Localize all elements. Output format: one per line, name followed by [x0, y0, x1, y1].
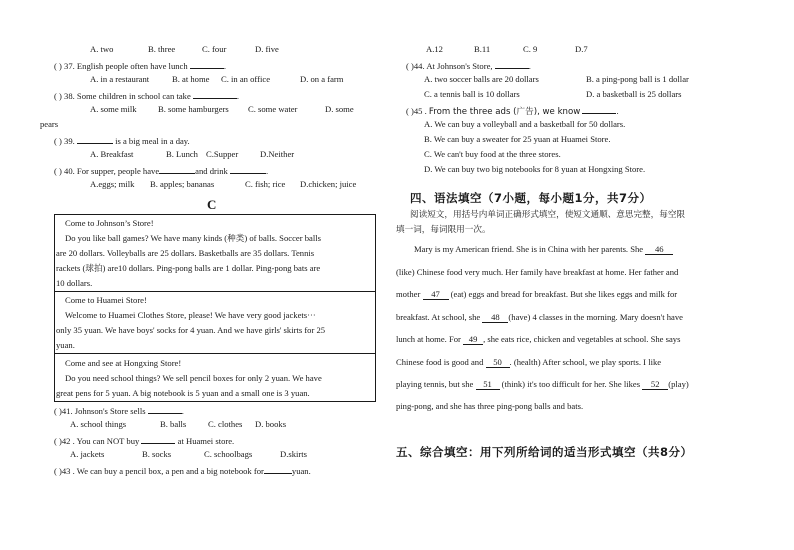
q39-option-d: D.Neither [260, 149, 295, 159]
blank-51[interactable]: 51 [476, 379, 500, 390]
ad-hongxing-line-3: great pens for 5 yuan. A big notebook is 5 yuan and a small one is 3 yuan. [56, 388, 310, 398]
q45-option-b: B. We can buy a sweater for 25 yuan at Huamei Store. [424, 134, 611, 144]
passage-line-6 [396, 356, 661, 368]
q40-option-a: A.eggs; milk [90, 179, 135, 189]
q37-option-b: B. at home [172, 74, 210, 84]
q45-option-d: D. We can buy two big notebooks for 8 yuan at Hongxing Store. [424, 164, 646, 174]
q43-text: We can buy a pencil box, a pen and a big notebook for [76, 466, 264, 476]
ad-huamei-line-2: Welcome to Huamei Clothes Store, please! We have very good jackets··· [65, 310, 316, 320]
q44-option-d: D. a basketball is 25 dollars [586, 89, 682, 99]
q42-option-b: B. socks [142, 449, 172, 459]
section-5-title: 五、综合填空：用下列所给词的适当形式填空（共8分） [396, 445, 693, 459]
q36-option-c: C. four [202, 44, 227, 54]
q43-blank[interactable] [264, 464, 292, 474]
q39-text: is a big meal in a day. [115, 136, 190, 146]
q45-option-c: C. We can't buy food at the three stores. [424, 149, 561, 159]
q36-option-d: D. five [255, 44, 279, 54]
question-45 [406, 104, 619, 118]
ad-box-johnson [54, 214, 376, 292]
passage-line-5 [396, 333, 680, 345]
q41-end: . [181, 406, 184, 416]
q39-option-b: B. Lunch [166, 149, 198, 159]
q39-option-a: A. Breakfast [90, 149, 134, 159]
ad-hongxing-line-2: Do you need school things? We sell pencil boxes for only 2 yuan. We have [65, 373, 322, 383]
q43-option-a: A.12 [426, 44, 443, 54]
q43-end: yuan. [291, 466, 311, 476]
passage-l7-text-a: playing tennis, but she [396, 379, 474, 389]
q38-text: Some children in school can take [76, 91, 191, 101]
q45-number: ( )45 . [406, 106, 427, 116]
q43-option-d: D.7 [575, 44, 588, 54]
blank-49[interactable]: 49 [463, 334, 483, 345]
q37-option-c: C. in an office [221, 74, 271, 84]
question-38 [54, 89, 239, 102]
q39-number: ( ) 39. [54, 136, 75, 146]
q41-option-a: A. school things [70, 419, 127, 429]
blank-48[interactable]: 48 [482, 312, 508, 323]
q38-number: ( ) 38. [54, 91, 75, 101]
passage-line-8: ping-pong, and she has three ping-pong balls and bats. [396, 401, 584, 411]
passage-l6-text-a: Chinese food is good and [396, 357, 484, 367]
q38-option-c: C. some water [248, 104, 298, 114]
q41-blank[interactable] [148, 404, 182, 414]
q44-option-b: B. a ping-pong ball is 1 dollar [586, 74, 689, 84]
passage-line-2: (like) Chinese food very much. Her family have breakfast at home. Her father and [396, 267, 679, 277]
question-37 [54, 59, 226, 72]
q36-option-b: B. three [148, 44, 176, 54]
ad-johnson-line-5: 10 dollars. [56, 278, 93, 288]
q36-option-a: A. two [90, 44, 114, 54]
blank-47[interactable]: 47 [423, 289, 449, 300]
q44-option-c: C. a tennis ball is 10 dollars [424, 89, 520, 99]
ad-huamei-line-1: Come to Huamei Store! [65, 295, 147, 305]
passage-l3-text-a: mother [396, 289, 421, 299]
ad-johnson-line-1: Come to Johnson’s Store! [65, 218, 154, 228]
q37-option-d: D. on a farm [300, 74, 344, 84]
passage-l7-text-c: (play) [668, 379, 689, 389]
q37-end: . [223, 61, 226, 71]
q42-option-a: A. jackets [70, 449, 105, 459]
question-41 [54, 404, 184, 417]
q40-option-c: C. fish; rice [245, 179, 286, 189]
blank-52[interactable]: 52 [642, 379, 668, 390]
q44-number: ( )44. [406, 61, 425, 71]
q42-number: ( )42 . [54, 436, 75, 446]
q42-blank[interactable] [141, 434, 175, 444]
q38-option-a: A. some milk [90, 104, 137, 114]
blank-50[interactable]: 50 [486, 357, 510, 368]
section-4-instructions-2: 填一词，每词限用一次。 [396, 225, 491, 235]
q37-number: ( ) 37. [54, 61, 75, 71]
passage-l5-text-b: , she eats rice, chicken and vegetables at school. She says [483, 334, 681, 344]
passage-l3-text-b: (eat) eggs and bread for breakfast. But she likes eggs and milk for [450, 289, 678, 299]
q43-option-b: B.11 [474, 44, 491, 54]
q39-blank[interactable] [77, 134, 113, 144]
blank-46[interactable]: 46 [645, 244, 673, 255]
question-40 [54, 164, 268, 177]
ad-huamei-line-4: yuan. [56, 340, 75, 350]
q41-option-b: B. balls [160, 419, 187, 429]
q42-option-d: D.skirts [280, 449, 307, 459]
q41-text: Johnson's Store sells [74, 406, 146, 416]
q40-number: ( ) 40. [54, 166, 75, 176]
passage-line-1 [414, 243, 673, 255]
q42-option-c: C. schoolbags [204, 449, 253, 459]
passage-l5-text-a: lunch at home. For [396, 334, 461, 344]
q45-text: From the three ads (广告), we know [428, 107, 581, 117]
q43-number: ( )43 . [54, 466, 75, 476]
section-4-title: 四、语法填空（7小题，每小题1分，共7分） [410, 191, 652, 205]
passage-l1-text: Mary is my American friend. She is in China with her parents. She [414, 244, 644, 254]
passage-l6-text-b: . (health) After school, we play sports. I like [509, 357, 662, 367]
ad-box-huamei [54, 292, 376, 354]
q38-option-d-wrap: pears [40, 119, 59, 129]
q40-text-a: For supper, people have [76, 166, 160, 176]
q42-text-b: at Huamei store. [177, 436, 235, 446]
section-4-instructions-1: 阅读短文，用括号内单词正确形式填空，使短文通顺、意思完整，每空限 [410, 210, 686, 220]
reading-section-letter: C [207, 197, 217, 212]
q45-blank[interactable] [582, 104, 619, 116]
q40-option-b: B. apples; bananas [150, 179, 215, 189]
q37-blank[interactable] [190, 59, 224, 69]
q39-option-c: C.Supper [206, 149, 239, 159]
q42-text-a: You can NOT buy [76, 436, 140, 446]
ad-hongxing-line-1: Come and see at Hongxing Store! [65, 358, 182, 368]
q40-end: . [266, 166, 269, 176]
q41-option-c: C. clothes [208, 419, 243, 429]
ad-johnson-line-4: rackets (球拍) are10 dollars. Ping-pong balls are 1 dollar. Ping-pong bats are [56, 263, 321, 273]
q40-blank-2[interactable] [230, 164, 269, 176]
q44-end: . [528, 61, 531, 71]
ad-johnson-line-2: Do you like ball games? We have many kinds (种类) of balls. Soccer balls [65, 233, 321, 243]
q37-option-a: A. in a restaurant [90, 74, 150, 84]
q45-end: . [616, 106, 619, 116]
question-39 [54, 134, 190, 147]
q38-end: . [236, 91, 240, 101]
ad-johnson-line-3: are 20 dollars. Volleyballs are 25 dollars. Basketballs are 35 dollars. Tennis [56, 248, 315, 258]
q44-blank[interactable] [495, 59, 529, 69]
q44-option-a: A. two soccer balls are 20 dollars [424, 74, 539, 84]
passage-l4-text-a: breakfast. At school, she [396, 312, 481, 322]
q44-text: At Johnson's Store, [426, 61, 493, 71]
ad-box-hongxing [54, 354, 376, 402]
q38-option-b: B. some hamburgers [158, 104, 229, 114]
passage-line-4 [396, 311, 683, 323]
question-43 [54, 464, 311, 477]
q45-option-a: A. We can buy a volleyball and a basketball for 50 dollars. [424, 119, 626, 129]
q38-option-d: D. some [325, 104, 354, 114]
passage-line-3 [396, 288, 677, 300]
q37-text: English people often have lunch [76, 61, 188, 71]
passage-l4-text-b: (have) 4 classes in the morning. Mary doesn't have [508, 312, 683, 322]
q41-number: ( )41. [54, 406, 73, 416]
q40-text-b: and drink [195, 166, 228, 176]
q40-option-d: D.chicken; juice [300, 179, 357, 189]
q43-option-c: C. 9 [523, 44, 538, 54]
q41-option-d: D. books [255, 419, 287, 429]
q40-blank-1[interactable] [159, 164, 195, 174]
passage-line-7 [396, 378, 689, 390]
ad-huamei-line-3: only 35 yuan. We have boys' socks for 4 yuan. And we have girls' skirts for 25 [56, 325, 326, 335]
question-44 [406, 59, 531, 72]
q38-blank[interactable] [193, 89, 240, 101]
passage-l7-text-b: (think) it's too difficult for her. She likes [501, 379, 641, 389]
question-42 [54, 434, 234, 447]
